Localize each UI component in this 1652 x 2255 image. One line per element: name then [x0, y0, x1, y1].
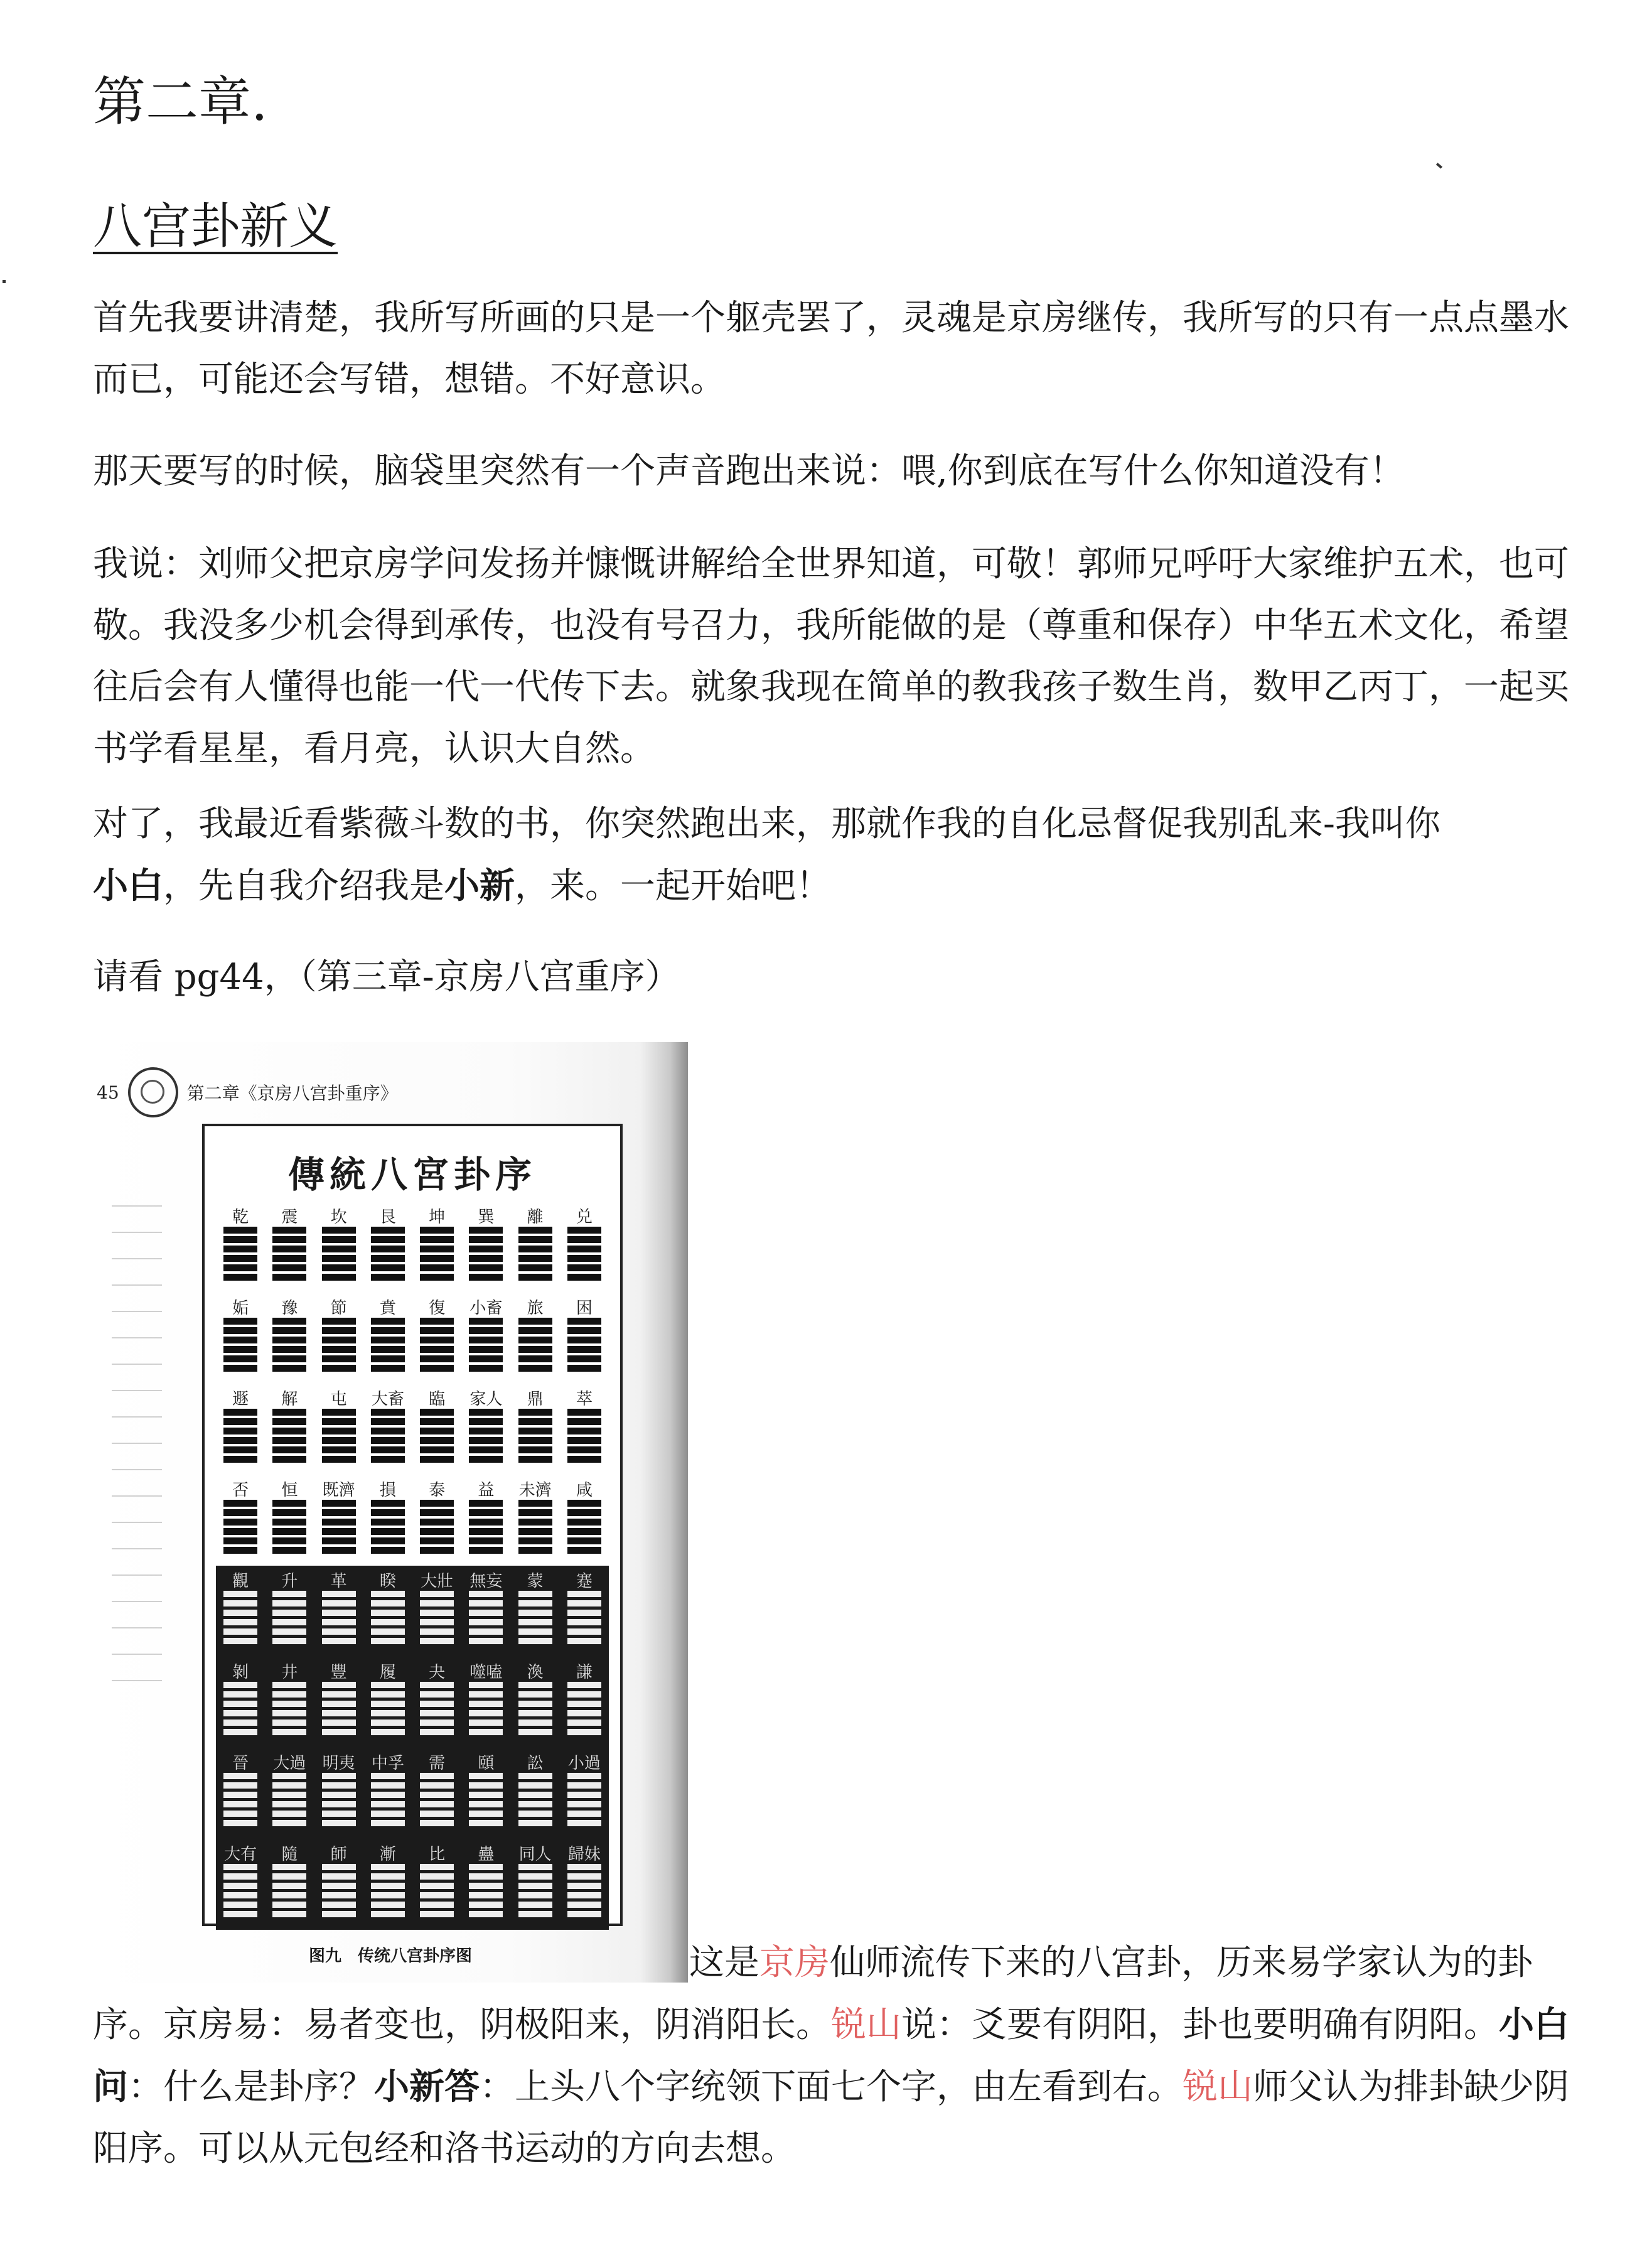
hexagram-name: 蠱 — [478, 1845, 495, 1864]
hexagram-cell — [265, 1202, 314, 1293]
scan-mark — [1436, 163, 1442, 168]
hexagram-name: 離 — [527, 1208, 544, 1227]
hexagram-lines-icon — [322, 1500, 356, 1555]
name-jingfang: 京房 — [759, 1942, 830, 1983]
book-chart-title: 傳統八宮卦序 — [287, 1153, 537, 1196]
para6-text-3: 说：爻要有阴阳，卦也要明确有阴阳。 — [901, 2005, 1499, 2045]
hexagram-name: 咸 — [576, 1481, 593, 1500]
hexagram-cell — [560, 1475, 609, 1566]
hexagram-cell — [461, 1384, 510, 1475]
hexagram-cell — [314, 1475, 363, 1566]
hexagram-lines-icon — [469, 1773, 503, 1828]
hexagram-name: 大壯 — [421, 1572, 454, 1591]
hexagram-lines-icon — [223, 1591, 257, 1646]
label-xiaoxin-answer: 小新答 — [374, 2066, 480, 2107]
hexagram-name: 訟 — [527, 1754, 544, 1773]
hexagram-name: 益 — [478, 1481, 495, 1500]
hexagram-lines-icon — [518, 1682, 552, 1737]
hexagram-name: 泰 — [429, 1481, 446, 1500]
book-page-number: 45 — [97, 1082, 119, 1103]
hexagram-cell — [560, 1657, 609, 1748]
hexagram-name: 賁 — [379, 1299, 396, 1318]
hexagram-lines-icon — [469, 1409, 503, 1464]
hexagram-name: 損 — [379, 1481, 396, 1500]
hexagram-row — [216, 1657, 609, 1748]
hexagram-cell — [511, 1202, 560, 1293]
hexagram-cell — [461, 1293, 510, 1384]
para4-text-1: 对了，我最近看紫薇斗数的书，你突然跑出来，那就作我的自化忌督促我别乱来-我叫你 — [93, 804, 1440, 844]
hexagram-name: 震 — [281, 1208, 298, 1227]
hexagram-name: 同人 — [518, 1845, 552, 1864]
hexagram-name: 師 — [330, 1845, 347, 1864]
hexagram-lines-icon — [567, 1591, 601, 1646]
name-xiaobai: 小白 — [93, 865, 163, 907]
hexagram-cell — [461, 1475, 510, 1566]
name-ruishan: 锐山 — [831, 2005, 901, 2045]
hexagram-cell — [265, 1748, 314, 1839]
para6-text-5: ：上头八个字统领下面七个字，由左看到右。 — [480, 2067, 1183, 2107]
hexagram-name: 巽 — [478, 1208, 495, 1227]
hexagram-lines-icon — [322, 1318, 356, 1373]
hexagram-row — [216, 1748, 609, 1839]
book-header — [97, 1067, 398, 1117]
hexagram-lines-icon — [518, 1864, 552, 1919]
hexagram-lines-icon — [469, 1864, 503, 1919]
hexagram-cell — [461, 1566, 510, 1657]
hexagram-cell — [412, 1566, 461, 1657]
hexagram-cell — [314, 1384, 363, 1475]
hexagram-cell — [412, 1202, 461, 1293]
hexagram-name: 剝 — [232, 1663, 249, 1682]
hexagram-cell — [216, 1566, 265, 1657]
hexagram-name: 謙 — [576, 1663, 593, 1682]
hexagram-cell — [216, 1657, 265, 1748]
book-logo-icon — [128, 1067, 178, 1117]
paragraph-intro: 首先我要讲清楚，我所写所画的只是一个躯壳罢了，灵魂是京房继传，我所写的只有一点点墨水而已，可能还会写错，想错。不好意识。 — [93, 298, 1569, 400]
hexagram-cell — [265, 1839, 314, 1930]
hexagram-lines-icon — [322, 1227, 356, 1282]
name-xiaoxin: 小新 — [444, 865, 515, 907]
book-caption: 图九 传统八宫卦序图 — [308, 1947, 472, 1966]
book-running-header: 第二章《京房八宫卦重序》 — [186, 1083, 398, 1104]
hexagram-cell — [314, 1566, 363, 1657]
hexagram-name: 升 — [281, 1572, 298, 1591]
hexagram-cell — [314, 1748, 363, 1839]
hexagram-name: 未濟 — [518, 1481, 552, 1500]
hexagram-lines-icon — [322, 1591, 356, 1646]
hexagram-name: 中孚 — [371, 1754, 404, 1773]
hexagram-lines-icon — [223, 1773, 257, 1828]
hexagram-cell — [265, 1293, 314, 1384]
hexagram-name: 無妄 — [469, 1572, 503, 1591]
hexagram-cell — [560, 1566, 609, 1657]
hexagram-name: 小過 — [567, 1754, 601, 1773]
hexagram-cell — [363, 1839, 412, 1930]
hexagram-row — [216, 1202, 609, 1293]
hexagram-lines-icon — [371, 1864, 405, 1919]
hexagram-name: 解 — [281, 1390, 298, 1409]
hexagram-name: 否 — [232, 1481, 249, 1500]
hexagram-cell — [216, 1384, 265, 1475]
hexagram-lines-icon — [420, 1773, 454, 1828]
hexagram-cell — [216, 1293, 265, 1384]
hexagram-name: 明夷 — [322, 1754, 355, 1773]
hexagram-lines-icon — [371, 1500, 405, 1555]
hexagram-lines-icon — [322, 1864, 356, 1919]
hexagram-cell — [412, 1475, 461, 1566]
hexagram-cell — [560, 1839, 609, 1930]
hexagram-lines-icon — [223, 1864, 257, 1919]
hexagram-lines-icon — [322, 1773, 356, 1828]
paragraph-voice: 那天要写的时候，脑袋里突然有一个声音跑出来说：喂,你到底在写什么你知道没有！ — [93, 451, 1405, 492]
hexagram-name: 蒙 — [527, 1572, 544, 1591]
hexagram-cell — [314, 1657, 363, 1748]
hexagram-name: 晉 — [232, 1754, 249, 1773]
hexagram-lines-icon — [518, 1409, 552, 1464]
hexagram-cell — [461, 1657, 510, 1748]
hexagram-lines-icon — [469, 1591, 503, 1646]
hexagram-cell — [265, 1475, 314, 1566]
hexagram-lines-icon — [272, 1682, 306, 1737]
book-page-image — [93, 1042, 688, 1983]
hexagram-lines-icon — [223, 1409, 257, 1464]
hexagram-name: 旅 — [527, 1299, 544, 1318]
hexagram-lines-icon — [518, 1318, 552, 1373]
hexagram-lines-icon — [518, 1500, 552, 1555]
hexagram-name: 既濟 — [322, 1481, 355, 1500]
hexagram-lines-icon — [371, 1409, 405, 1464]
hexagram-name: 節 — [330, 1299, 347, 1318]
hexagram-cell — [461, 1202, 510, 1293]
name-ruishan-2: 锐山 — [1183, 2067, 1253, 2107]
para6-text-6: 师父认为排卦缺少阴阳序。可以从元包经和洛书运动的方向去想。 — [93, 2067, 1569, 2169]
hexagram-name: 頤 — [478, 1754, 495, 1773]
hexagram-name: 乾 — [232, 1208, 249, 1227]
hexagram-name: 臨 — [429, 1390, 446, 1409]
hexagram-lines-icon — [469, 1318, 503, 1373]
hexagram-cell — [363, 1475, 412, 1566]
hexagram-cell — [511, 1657, 560, 1748]
hexagram-cell — [314, 1202, 363, 1293]
label-xiaobai-ask: 小白问 — [93, 2004, 1569, 2107]
hexagram-name: 歸妹 — [567, 1845, 601, 1864]
para4-text-2: ，先自我介绍我是 — [163, 866, 444, 907]
hexagram-cell — [511, 1475, 560, 1566]
hexagram-cell — [265, 1384, 314, 1475]
hexagram-lines-icon — [371, 1591, 405, 1646]
hexagram-cell — [314, 1839, 363, 1930]
hexagram-cell — [363, 1202, 412, 1293]
hexagram-cell — [461, 1839, 510, 1930]
hexagram-cell — [363, 1566, 412, 1657]
hexagram-cell — [363, 1657, 412, 1748]
paragraph-intro-characters — [93, 794, 1587, 917]
hexagram-name: 需 — [429, 1754, 446, 1773]
hexagram-lines-icon — [518, 1773, 552, 1828]
hexagram-name: 萃 — [576, 1390, 593, 1409]
hexagram-cell — [461, 1748, 510, 1839]
hexagram-lines-icon — [223, 1500, 257, 1555]
hexagram-cell — [412, 1839, 461, 1930]
hexagram-lines-icon — [469, 1500, 503, 1555]
hexagram-lines-icon — [223, 1227, 257, 1282]
hexagram-cell — [511, 1839, 560, 1930]
hexagram-name: 坤 — [429, 1208, 446, 1227]
hexagram-lines-icon — [420, 1682, 454, 1737]
hexagram-cell — [412, 1293, 461, 1384]
hexagram-name: 復 — [429, 1299, 446, 1318]
hexagram-name: 井 — [281, 1663, 298, 1682]
hexagram-lines-icon — [322, 1682, 356, 1737]
hexagram-lines-icon — [567, 1682, 601, 1737]
hexagram-lines-icon — [420, 1227, 454, 1282]
hexagram-cell — [363, 1748, 412, 1839]
book-chart-frame — [202, 1124, 623, 1926]
hexagram-name: 睽 — [379, 1572, 396, 1591]
hexagram-lines-icon — [420, 1864, 454, 1919]
hexagram-cell — [412, 1657, 461, 1748]
hexagram-lines-icon — [518, 1591, 552, 1646]
hexagram-lines-icon — [518, 1227, 552, 1282]
hexagram-cell — [511, 1384, 560, 1475]
section-title: 八宫卦新义 — [93, 198, 338, 255]
hexagram-lines-icon — [272, 1591, 306, 1646]
hexagram-name: 遯 — [232, 1390, 249, 1409]
hexagram-lines-icon — [420, 1409, 454, 1464]
hexagram-lines-icon — [272, 1500, 306, 1555]
hexagram-cell — [216, 1839, 265, 1930]
hexagram-lines-icon — [567, 1773, 601, 1828]
chapter-heading: 第二章. — [93, 71, 268, 132]
paragraph-respect: 我说：刘师父把京房学问发扬并慷慨讲解给全世界知道，可敬！郭师兄呼吁大家维护五术，也可敬。我没多少机会得到承传，也没有号召力，我所能做的是（尊重和保存）中华五术文化，希望往后会有人懂得也能一代一代传下去。就象我现在简单的教我孩子数生肖，数甲乙丙丁，一起买书学看星星，看月亮，认识大自然。 — [93, 544, 1569, 769]
hexagram-cell — [560, 1748, 609, 1839]
scan-dot — [3, 280, 6, 283]
hexagram-name: 家人 — [469, 1390, 503, 1409]
para6-text-4: ：什么是卦序？ — [128, 2067, 374, 2107]
hexagram-name: 革 — [330, 1572, 347, 1591]
hexagram-lines-icon — [371, 1773, 405, 1828]
hexagram-lines-icon — [567, 1409, 601, 1464]
hexagram-lines-icon — [469, 1227, 503, 1282]
hexagram-cell — [560, 1293, 609, 1384]
para4-text-3: ，来。一起开始吧！ — [515, 866, 831, 907]
hexagram-cell — [216, 1748, 265, 1839]
hexagram-name: 蹇 — [576, 1572, 593, 1591]
hexagram-row — [216, 1839, 609, 1930]
hexagram-name: 坎 — [330, 1208, 347, 1227]
hexagram-cell — [511, 1748, 560, 1839]
hexagram-name: 比 — [429, 1845, 446, 1864]
hexagram-lines-icon — [272, 1864, 306, 1919]
hexagram-lines-icon — [420, 1318, 454, 1373]
hexagram-name: 屯 — [330, 1390, 347, 1409]
hexagram-name: 大畜 — [371, 1390, 404, 1409]
hexagram-lines-icon — [272, 1318, 306, 1373]
hexagram-row — [216, 1566, 609, 1657]
hexagram-name: 大有 — [224, 1845, 257, 1864]
hexagram-cell — [560, 1384, 609, 1475]
hexagram-name: 渙 — [527, 1663, 544, 1682]
hexagram-grid — [216, 1202, 609, 1930]
hexagram-name: 困 — [576, 1299, 593, 1318]
hexagram-name: 噬嗑 — [469, 1663, 503, 1682]
hexagram-lines-icon — [223, 1318, 257, 1373]
hexagram-lines-icon — [322, 1409, 356, 1464]
hexagram-cell — [412, 1384, 461, 1475]
paragraph-explanation — [93, 1932, 1587, 2180]
hexagram-cell — [363, 1384, 412, 1475]
hexagram-lines-icon — [272, 1227, 306, 1282]
hexagram-lines-icon — [272, 1409, 306, 1464]
hexagram-name: 觀 — [232, 1572, 249, 1591]
hexagram-cell — [314, 1293, 363, 1384]
hexagram-lines-icon — [371, 1227, 405, 1282]
hexagram-lines-icon — [469, 1682, 503, 1737]
hexagram-name: 鼎 — [527, 1390, 544, 1409]
hexagram-lines-icon — [567, 1227, 601, 1282]
hexagram-row — [216, 1384, 609, 1475]
hexagram-cell — [265, 1657, 314, 1748]
hexagram-name: 大過 — [273, 1754, 306, 1773]
hexagram-cell — [216, 1475, 265, 1566]
hexagram-lines-icon — [567, 1500, 601, 1555]
hexagram-lines-icon — [371, 1682, 405, 1737]
hexagram-lines-icon — [272, 1773, 306, 1828]
hexagram-name: 豫 — [281, 1299, 298, 1318]
para6-text-2: 仙师流传下来的八宫卦，历来易学家认为的卦序。京房易：易者变也，阴极阳来，阴消阳长。 — [93, 1942, 1533, 2045]
hexagram-name: 豐 — [330, 1663, 347, 1682]
hexagram-lines-icon — [371, 1318, 405, 1373]
hexagram-cell — [265, 1566, 314, 1657]
hexagram-lines-icon — [567, 1864, 601, 1919]
hexagram-cell — [216, 1202, 265, 1293]
para6-text-1: 这是 — [689, 1942, 759, 1983]
handwritten-note — [112, 1180, 162, 1682]
hexagram-name: 履 — [379, 1663, 396, 1682]
hexagram-name: 兑 — [576, 1208, 593, 1227]
hexagram-name: 姤 — [232, 1299, 249, 1318]
hexagram-cell — [511, 1293, 560, 1384]
paragraph-reference: 请看 pg44，（第三章-京房八宫重序） — [93, 957, 680, 998]
hexagram-row — [216, 1475, 609, 1566]
hexagram-lines-icon — [420, 1591, 454, 1646]
hexagram-cell — [412, 1748, 461, 1839]
hexagram-name: 小畜 — [469, 1299, 503, 1318]
hexagram-cell — [560, 1202, 609, 1293]
hexagram-name: 漸 — [379, 1845, 396, 1864]
hexagram-cell — [363, 1293, 412, 1384]
hexagram-lines-icon — [223, 1682, 257, 1737]
hexagram-name: 隨 — [281, 1845, 298, 1864]
hexagram-cell — [511, 1566, 560, 1657]
hexagram-row — [216, 1293, 609, 1384]
hexagram-name: 恒 — [281, 1481, 298, 1500]
hexagram-name: 夬 — [429, 1663, 446, 1682]
hexagram-lines-icon — [567, 1318, 601, 1373]
hexagram-lines-icon — [420, 1500, 454, 1555]
hexagram-name: 艮 — [379, 1208, 396, 1227]
